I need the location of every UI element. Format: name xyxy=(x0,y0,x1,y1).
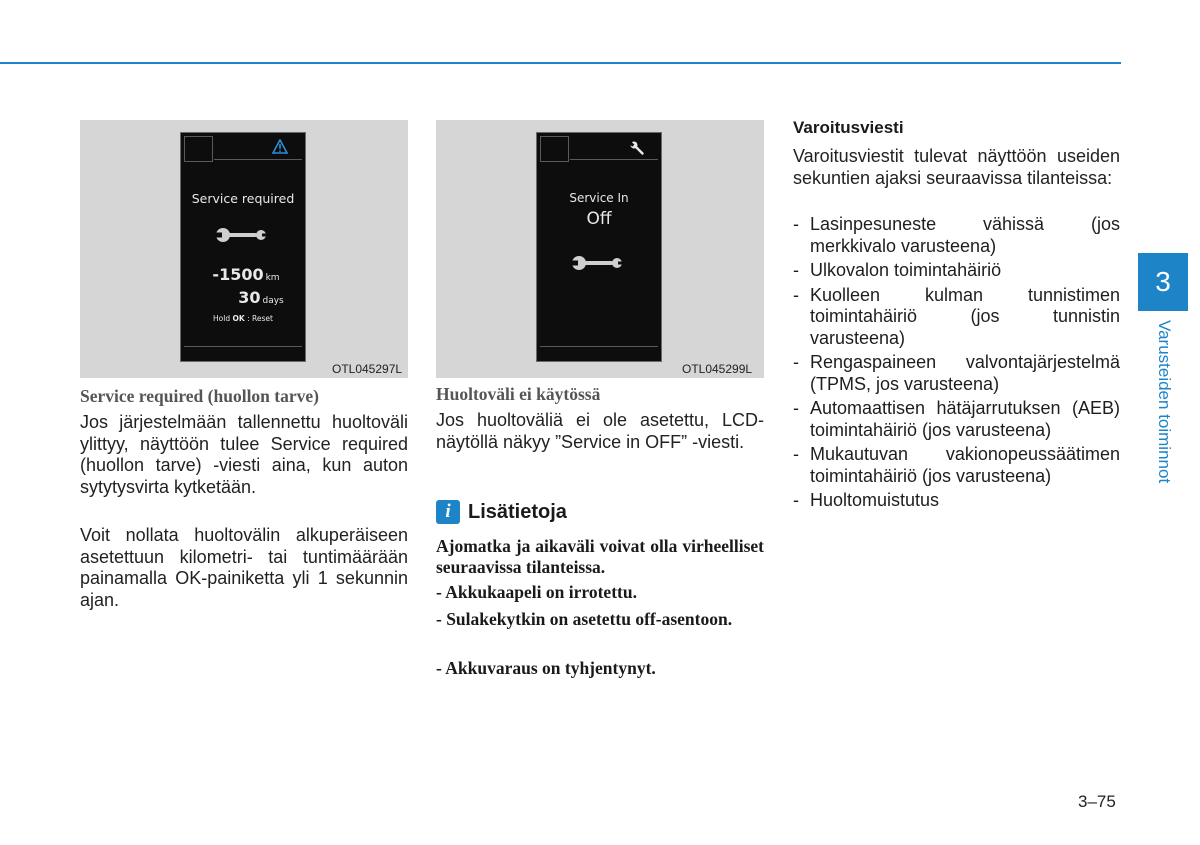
caption-service-off: Huoltoväli ei käytössä xyxy=(436,384,601,404)
warning-list xyxy=(793,214,1120,515)
paragraph-service-required: Jos järjestelmään tallennettu huoltoväli ylittyy, näyttöön tulee Service required (huollon tarve) -viesti aina, kun auton sytytysvirta kytketään. xyxy=(80,412,408,497)
list-item: - Kuolleen kulman tunnistimen toimintahäiriö (jos tunnistin varusteena) xyxy=(793,285,1120,350)
info-title: Lisätietoja xyxy=(468,501,567,523)
list-item: - Lasinpesuneste vähissä (jos merkkivalo varusteena) xyxy=(793,214,1120,257)
screen-line-2: Off xyxy=(586,209,612,229)
info-item: - Sulakekytkin on asetettu off-asentoon. xyxy=(436,609,733,629)
wrench-icon xyxy=(215,225,271,245)
lcd-screen xyxy=(536,132,662,362)
list-item: - Automaattisen hätäjarrutuksen (AEB) toimintahäiriö (jos varusteena) xyxy=(793,398,1120,441)
info-item: - Akkuvaraus on tyhjentynyt. xyxy=(436,658,656,678)
page-number: 3–75 xyxy=(1078,792,1116,811)
wrench-icon xyxy=(630,141,644,155)
paragraph-service-off: Jos huoltoväliä ei ole asetettu, LCD-näytöllä näkyy ”Service in OFF” -viesti. xyxy=(436,410,764,452)
paragraph-reset: Voit nollata huoltovälin alkuperäiseen asetettuun kilometri- tai tuntimäärään painamalla OK-painiketta yli 1 sekunnin ajan. xyxy=(80,525,408,610)
chapter-title: Varusteiden toiminnot xyxy=(1155,320,1174,484)
warning-heading: Varoitusviesti xyxy=(793,118,904,137)
days-readout: 30 days xyxy=(238,288,284,307)
list-item: - Huoltomuistutus xyxy=(793,490,1120,512)
wrench-icon xyxy=(571,253,627,273)
figure-service-required xyxy=(80,120,408,378)
info-icon: i xyxy=(436,500,460,524)
info-intro: Ajomatka ja aikaväli voivat olla virheelliset seuraavissa tilanteissa. xyxy=(436,536,764,577)
figure-code: OTL045299L xyxy=(682,362,753,376)
info-item: - Akkukaapeli on irrotettu. xyxy=(436,582,637,602)
chapter-number: 3 xyxy=(1138,253,1188,311)
lcd-screen xyxy=(180,132,306,362)
caption-service-required: Service required (huollon tarve) xyxy=(80,386,319,406)
reset-hint: Hold OK : Reset xyxy=(213,314,273,323)
screen-title: Service required xyxy=(191,191,295,206)
list-item: - Rengaspaineen valvontajärjestelmä (TPMS, jos varusteena) xyxy=(793,352,1120,395)
figure-code: OTL045297L xyxy=(332,362,403,376)
list-item: - Mukautuvan vakionopeussäätimen toimintahäiriö (jos varusteena) xyxy=(793,444,1120,487)
warning-icon xyxy=(272,139,288,154)
screen-line-1: Service In xyxy=(569,191,629,205)
list-item: - Ulkovalon toimintahäiriö xyxy=(793,260,1120,282)
header-rule xyxy=(0,62,1121,64)
figure-service-off xyxy=(436,120,764,378)
warning-intro: Varoitusviestit tulevat näyttöön useiden sekuntien ajaksi seuraavissa tilanteissa: xyxy=(793,146,1120,188)
distance-readout: -1500 km xyxy=(212,265,280,284)
